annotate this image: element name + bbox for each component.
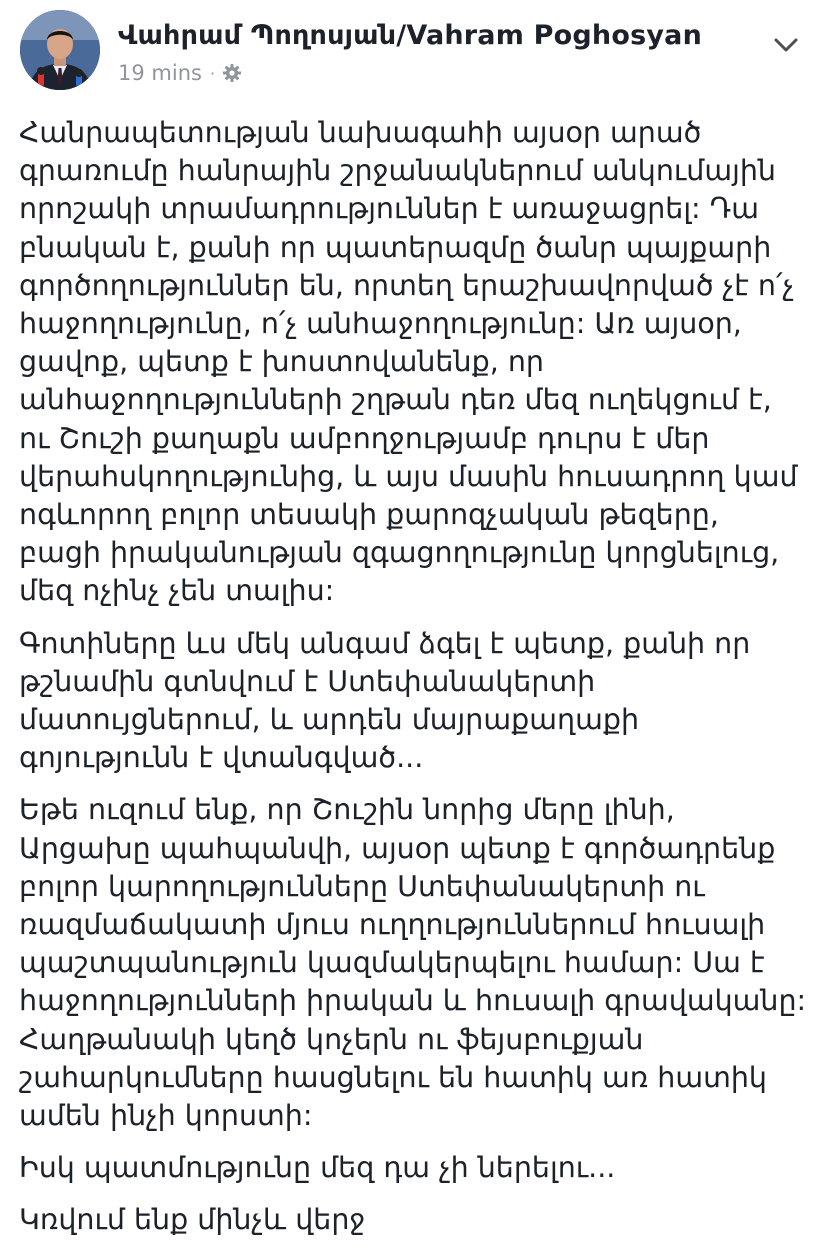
post-paragraph: Կռվում ենք մինչև վերջ (19, 1203, 366, 1237)
avatar-photo (20, 10, 100, 90)
chevron-down-icon[interactable] (773, 36, 799, 54)
post-timestamp[interactable]: 19 mins (118, 61, 202, 85)
meta-separator: · (209, 63, 216, 83)
post-body (19, 114, 809, 1254)
post-paragraph: Գոտիները ևս մեկ անգամ ձգել է պետք, քանի որ թշնամին գտնվում է Ստեփանակերտի մատույցներում, և արդեն մայրաքաղաքի գոյությունն է վտանգված... (19, 626, 751, 775)
post-paragraph: Եթե ուզում ենք, որ Շուշին նորից մերը լինի, Արցախը պահպանվի, այսօր պետք է գործադրենք բոլոր կարողությունները Ստեփանակերտի ու ռազմաճակատի մյուս ուղղություններում հուսալի պաշտպանություն կազմակերպելու համար: Սա է հաջողությունների իրական և հուսալի գրավականը: Հաղթանակի կեղծ կոչերն ու ֆեյսբուքյան շահարկումները հասցնելու են հատիկ առ հատիկ ամեն ինչի կորստի: (19, 793, 807, 1133)
post-paragraph: Հանրապետության նախագահի այսօր արած գրառումը հանրային շրջանակներում անկումային որոշակի տրամադրություններ է առաջացրել: Դա բնական է, քանի որ պատերազմը ծանր պայքարի գործողություններ են, որտեղ երաշխավորված չէ ո՛չ հաջողությունը, ո՛չ անհաջողությունը: Առ այսօր, ցավոք, պետք է խոստովանենք, որ անհաջողությունների շղթան դեռ մեզ ուղեկցում է, ու Շուշի քաղաքն ամբողջությամբ դուրս է մեր վերահսկողությունից, և այս մասին հուսադրող կամ ոգևորող բոլոր տեսակի քարոզչական թեզերը, բացի իրականության զգացողությունը կորցնելուց, մեզ ոչինչ չեն տալիս: (19, 116, 798, 608)
post-meta (118, 61, 242, 85)
author-name[interactable]: Վահրամ Պողոսյան/Vahram Poghosyan (118, 20, 702, 51)
post-paragraph: Իսկ պատմությունը մեզ դա չի ներելու... (19, 1151, 616, 1185)
avatar[interactable] (20, 10, 100, 90)
gear-icon (222, 63, 242, 83)
post-header (20, 10, 803, 92)
